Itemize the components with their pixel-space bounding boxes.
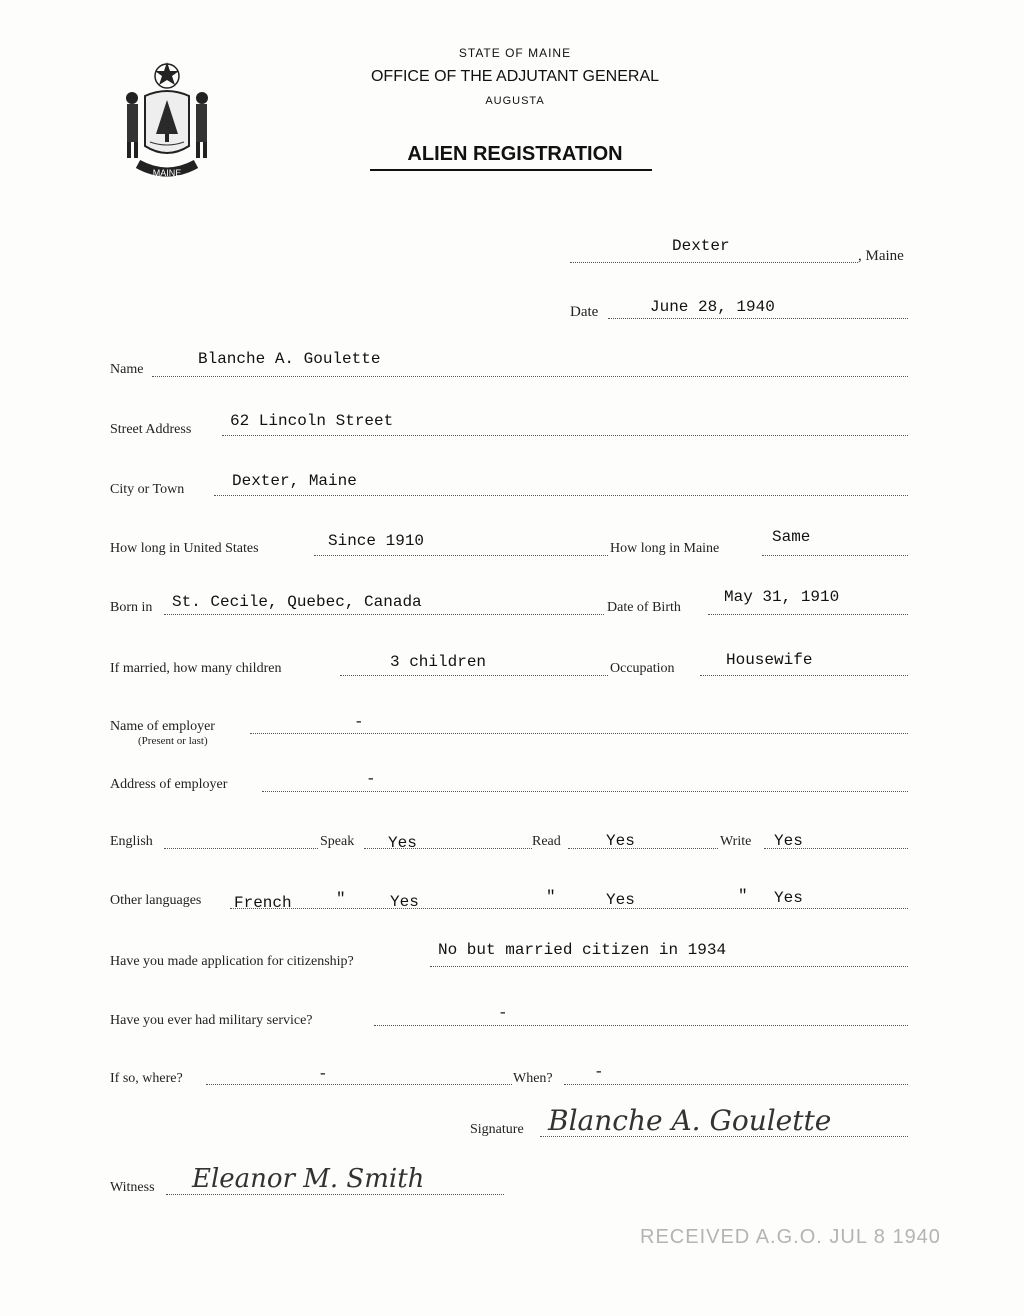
occupation-label: Occupation xyxy=(610,661,675,676)
english-write-label: Write xyxy=(720,834,752,849)
english-read-value: Yes xyxy=(606,832,635,850)
english-read-label: Read xyxy=(532,834,561,849)
page-title: ALIEN REGISTRATION xyxy=(407,143,623,165)
english-label: English xyxy=(110,834,153,849)
employer-label: Name of employer xyxy=(110,719,215,734)
employer-value: - xyxy=(354,713,364,731)
street-label: Street Address xyxy=(110,422,192,437)
other-languages-ditto-speak: " xyxy=(336,890,346,908)
children-value: 3 children xyxy=(390,653,487,671)
svg-text:MAINE: MAINE xyxy=(152,168,182,178)
dob-label: Date of Birth xyxy=(607,600,681,615)
city-value: Dexter, Maine xyxy=(232,472,357,490)
witness-value: Eleanor M. Smith xyxy=(192,1164,425,1194)
city-heading: AUGUSTA xyxy=(485,95,545,107)
date-label: Date xyxy=(570,304,599,320)
other-languages-value: French xyxy=(234,894,292,912)
signature-value: Blanche A. Goulette xyxy=(548,1104,832,1137)
state-heading: STATE OF MAINE xyxy=(458,46,572,60)
state-seal xyxy=(112,56,222,186)
where-label: If so, where? xyxy=(110,1071,183,1086)
english-write-value: Yes xyxy=(774,832,803,850)
english-speak-label: Speak xyxy=(320,834,355,849)
citizenship-label: Have you made application for citizenship? xyxy=(110,954,354,969)
occupation-value: Housewife xyxy=(726,651,813,669)
us-duration-label: How long in United States xyxy=(110,541,259,556)
other-languages-ditto-read: " xyxy=(546,888,556,906)
place-value: Dexter xyxy=(672,237,730,255)
citizenship-value: No but married citizen in 1934 xyxy=(438,941,727,959)
signature-label: Signature xyxy=(470,1122,524,1137)
maine-seal-icon xyxy=(112,56,222,186)
name-value: Blanche A. Goulette xyxy=(198,350,381,368)
street-value: 62 Lincoln Street xyxy=(230,412,394,430)
city-label: City or Town xyxy=(110,482,185,497)
maine-duration-label: How long in Maine xyxy=(610,541,720,556)
children-label: If married, how many children xyxy=(110,661,282,676)
place-suffix: , Maine xyxy=(858,248,904,264)
other-languages-speak-value: Yes xyxy=(390,893,419,911)
other-languages-label: Other languages xyxy=(110,893,202,908)
office-heading: OFFICE OF THE ADJUTANT GENERAL xyxy=(370,68,660,85)
when-value: - xyxy=(594,1063,604,1081)
birthplace-label: Born in xyxy=(110,600,153,615)
maine-duration-value: Same xyxy=(772,528,811,546)
birthplace-value: St. Cecile, Quebec, Canada xyxy=(172,593,422,611)
witness-label: Witness xyxy=(110,1180,155,1195)
employer-sublabel: (Present or last) xyxy=(138,735,208,747)
received-stamp: RECEIVED A.G.O. JUL 8 1940 xyxy=(640,1226,941,1248)
other-languages-read-value: Yes xyxy=(606,891,635,909)
dob-value: May 31, 1910 xyxy=(724,588,840,606)
other-languages-ditto-write: " xyxy=(738,887,748,905)
when-label: When? xyxy=(513,1071,553,1086)
name-label: Name xyxy=(110,362,144,377)
us-duration-value: Since 1910 xyxy=(328,532,425,550)
other-languages-write-value: Yes xyxy=(774,889,803,907)
date-value: June 28, 1940 xyxy=(650,298,775,316)
military-value: - xyxy=(498,1004,508,1022)
military-label: Have you ever had military service? xyxy=(110,1013,313,1028)
employer-address-value: - xyxy=(366,770,376,788)
title-underline xyxy=(370,169,652,171)
english-speak-value: Yes xyxy=(388,834,417,852)
employer-address-label: Address of employer xyxy=(110,777,228,792)
where-value: - xyxy=(318,1065,328,1083)
